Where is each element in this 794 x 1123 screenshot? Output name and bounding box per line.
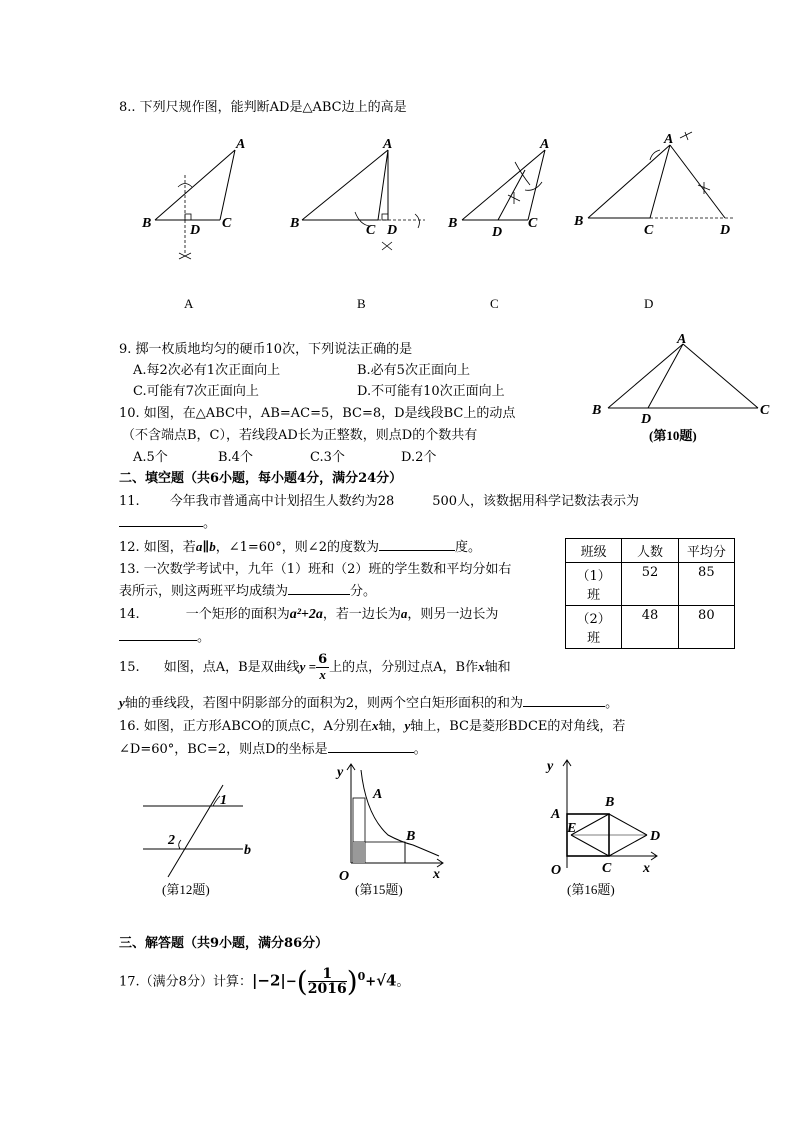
table-cell-avg: 85 bbox=[678, 563, 734, 606]
q14-line1 bbox=[119, 603, 498, 623]
q10-line2: （不含端点B，C），若线段AD长为正整数，则点D的个数共有 bbox=[122, 428, 478, 443]
q17-text: 17.（满分8分）计算： bbox=[119, 974, 252, 990]
q13-text-b: 分。 bbox=[350, 584, 377, 599]
q11-end: 。 bbox=[203, 516, 217, 531]
q15-label-o: O bbox=[339, 869, 350, 884]
table-cell-class: （1） 班 bbox=[566, 563, 622, 606]
q15-caption: (第15题) bbox=[355, 882, 403, 897]
q14-var-a: a bbox=[400, 606, 408, 621]
q9-option-c[interactable]: C.可能有7次正面向上 bbox=[133, 384, 259, 399]
q17-line: 17.（满分8分）计算：|−2|−( $\frac{1}{2016}$ )$^0$+√4。 bbox=[119, 964, 410, 998]
q14-end: 。 bbox=[197, 630, 211, 645]
q15-answer-blank[interactable] bbox=[523, 694, 605, 707]
table-row bbox=[566, 606, 735, 649]
q15-label-b: B bbox=[406, 829, 416, 844]
table-row bbox=[566, 563, 735, 606]
table-cell-count: 48 bbox=[622, 606, 678, 649]
q8-option-c[interactable]: C bbox=[490, 296, 499, 311]
q10-label-b: B bbox=[592, 403, 602, 418]
q11-answer-blank[interactable] bbox=[119, 514, 203, 527]
q15-figure bbox=[333, 760, 453, 902]
q12-ab: a∥b bbox=[195, 539, 216, 554]
table-header-avg: 平均分 bbox=[678, 539, 734, 563]
q10-option-a[interactable]: A.5个 bbox=[133, 450, 168, 465]
q10-label-d: D bbox=[641, 412, 652, 427]
q17-sqrt: √4 bbox=[376, 971, 397, 990]
q14-text-a: 一个矩形的面积为 bbox=[185, 607, 290, 622]
q12-caption: (第12题) bbox=[162, 882, 210, 897]
q12-text-b: ，∠1=60°，则∠2的度数为 bbox=[215, 540, 379, 555]
q8b-label-c: C bbox=[366, 223, 376, 238]
q17-minus: − bbox=[285, 974, 297, 990]
q15-text-d: 轴的垂线段，若图中阴影部分的面积为2，则两个空白矩形面积的和为 bbox=[124, 696, 524, 711]
q16-end: 。 bbox=[413, 742, 427, 757]
q16-label-c: C bbox=[602, 861, 612, 876]
q14-text-b: ，若一边长为 bbox=[322, 607, 401, 622]
q10-line1: 10. 如图，在△ABC中，AB=AC=5，BC=8，D是线段BC上的动点 bbox=[119, 406, 516, 421]
q16-label-o: O bbox=[551, 863, 562, 878]
q15-fraction: $\frac{6}{x}$ bbox=[318, 652, 328, 682]
q15-num: 15. bbox=[119, 660, 140, 675]
q10-option-c[interactable]: C.3个 bbox=[310, 450, 345, 465]
q17-plus: + bbox=[365, 974, 377, 990]
q15-label-x: x bbox=[433, 867, 440, 882]
q8-figure-b bbox=[289, 137, 425, 250]
q16-text-c: 轴上，BC是菱形BDCE的对角线，若 bbox=[410, 719, 626, 734]
q15-text-c: 轴和 bbox=[484, 660, 511, 675]
q15-label-y: y bbox=[337, 765, 344, 780]
q12-end: 度。 bbox=[454, 540, 481, 555]
q16-label-b: B bbox=[605, 795, 615, 810]
q8a-label-b: B bbox=[142, 216, 152, 231]
q12-answer-blank[interactable] bbox=[379, 538, 455, 551]
q9-stem: 9. 掷一枚质地均匀的硬币10次，下列说法正确的是 bbox=[119, 342, 413, 357]
q8a-label-c: C bbox=[222, 216, 232, 231]
q10-option-b[interactable]: B.4个 bbox=[218, 450, 253, 465]
q15-line2 bbox=[119, 692, 618, 711]
q15-end: 。 bbox=[605, 696, 619, 711]
q10-option-d[interactable]: D.2个 bbox=[401, 450, 437, 465]
q8-option-a[interactable]: A bbox=[184, 296, 194, 311]
q10-caption: (第10题) bbox=[649, 428, 697, 443]
q8-figures bbox=[130, 130, 750, 270]
q13-table bbox=[565, 538, 735, 649]
q17-abs: |−2| bbox=[251, 971, 286, 990]
q14-text-c: ，则另一边长为 bbox=[407, 607, 499, 622]
q16-x: x bbox=[371, 718, 379, 733]
q8c-label-b: B bbox=[448, 216, 458, 231]
q12-figure bbox=[140, 782, 265, 902]
q15-label-a: A bbox=[373, 787, 383, 802]
q16-label-a: A bbox=[551, 807, 561, 822]
q8b-label-d: D bbox=[387, 223, 398, 238]
q16-figure bbox=[545, 756, 670, 902]
table-header-count: 人数 bbox=[622, 539, 678, 563]
q13-line2 bbox=[119, 580, 376, 599]
q14-answer-blank[interactable] bbox=[119, 628, 197, 641]
q11-num: 11. bbox=[119, 494, 140, 509]
table-cell-count: 52 bbox=[622, 563, 678, 606]
q8d-label-a: A bbox=[664, 132, 674, 147]
q16-caption: (第16题) bbox=[567, 882, 615, 897]
table-header-class: 班级 bbox=[566, 539, 622, 563]
q10-label-c: C bbox=[760, 403, 770, 418]
q13-text-a: 表所示，则这两班平均成绩为 bbox=[119, 584, 289, 599]
q17-end: 。 bbox=[396, 974, 410, 990]
q16-text-d: ∠D=60°，BC=2，则点D的坐标是 bbox=[119, 742, 328, 757]
q16-label-x: x bbox=[643, 861, 650, 876]
q15-y-eq: y = bbox=[299, 659, 317, 674]
q8b-label-b: B bbox=[290, 216, 300, 231]
section2-title: 二、填空题（共6小题，每小题4分，满分24分） bbox=[119, 471, 403, 486]
q16-text-a: 16. 如图，正方形ABCO的顶点C，A分别在 bbox=[119, 719, 372, 734]
q16-label-y: y bbox=[547, 759, 554, 774]
q9-option-d[interactable]: D.不可能有10次正面向上 bbox=[357, 384, 505, 399]
q16-label-d: D bbox=[650, 829, 661, 844]
q8-option-b[interactable]: B bbox=[357, 296, 366, 311]
q8c-label-d: D bbox=[492, 225, 503, 240]
q12-text-a: 12. 如图，若 bbox=[119, 540, 196, 555]
q10-label-a: A bbox=[677, 332, 687, 347]
q17-exponent: 0 bbox=[357, 970, 366, 983]
q8-option-d[interactable]: D bbox=[644, 296, 654, 311]
q15-y-axis: y bbox=[119, 695, 125, 710]
q11-line1 bbox=[119, 490, 639, 509]
q13-line1: 13. 一次数学考试中，九年（1）班和（2）班的学生数和平均分如右 bbox=[119, 562, 512, 577]
q8c-label-c: C bbox=[528, 216, 538, 231]
q10-figure bbox=[586, 332, 782, 447]
q16-y: y bbox=[404, 718, 411, 733]
q8-figure-d bbox=[573, 132, 735, 238]
q8d-label-d: D bbox=[720, 223, 731, 238]
q8-figure-a bbox=[141, 137, 245, 259]
q8d-label-c: C bbox=[644, 223, 654, 238]
q13-answer-blank[interactable] bbox=[288, 582, 350, 595]
q8-stem: 8.. 下列尺规作图，能判断AD是△ABC边上的高是 bbox=[119, 100, 407, 115]
q15-line1 bbox=[119, 650, 511, 685]
q12-label-1: 1 bbox=[220, 793, 227, 808]
q12-line bbox=[119, 536, 481, 555]
q16-text-b: 轴， bbox=[378, 719, 405, 734]
q15-text-a: 如图，点A，B是双曲线 bbox=[163, 660, 300, 675]
q15-x-axis: x bbox=[478, 659, 485, 674]
q16-line1 bbox=[119, 715, 625, 734]
q15-text-b: 上的点，分别过点A，B作 bbox=[329, 660, 479, 675]
q16-answer-blank[interactable] bbox=[328, 740, 414, 753]
q8-figure-c bbox=[447, 137, 549, 240]
table-header-row bbox=[566, 539, 735, 563]
q11-line2 bbox=[119, 512, 216, 531]
q12-label-b: b bbox=[244, 843, 251, 858]
q9-option-a[interactable]: A.每2次必有1次正面向上 bbox=[133, 363, 281, 378]
q8c-label-a: A bbox=[540, 137, 550, 152]
q8d-label-b: B bbox=[574, 214, 584, 229]
q9-option-b[interactable]: B.必有5次正面向上 bbox=[357, 363, 470, 378]
q14-line2 bbox=[119, 626, 210, 645]
q8b-label-a: A bbox=[383, 137, 393, 152]
q16-line2 bbox=[119, 738, 427, 757]
q11-text-b: 500人，该数据用科学记数法表示为 bbox=[432, 494, 640, 509]
q14-num: 14. bbox=[119, 607, 140, 622]
q16-label-e: E bbox=[567, 821, 577, 836]
q11-text-a: 今年我市普通高中计划招生人数约为28 bbox=[169, 494, 395, 509]
q8a-label-d: D bbox=[190, 223, 201, 238]
q14-expr: a²+2a bbox=[289, 607, 323, 622]
table-cell-avg: 80 bbox=[678, 606, 734, 649]
section3-title: 三、解答题（共9小题，满分86分） bbox=[119, 936, 329, 951]
q12-label-2: 2 bbox=[168, 833, 175, 848]
q17-fraction: $\frac{1}{2016}$ bbox=[307, 966, 347, 998]
table-cell-class: （2） 班 bbox=[566, 606, 622, 649]
q8a-label-a: A bbox=[236, 137, 246, 152]
